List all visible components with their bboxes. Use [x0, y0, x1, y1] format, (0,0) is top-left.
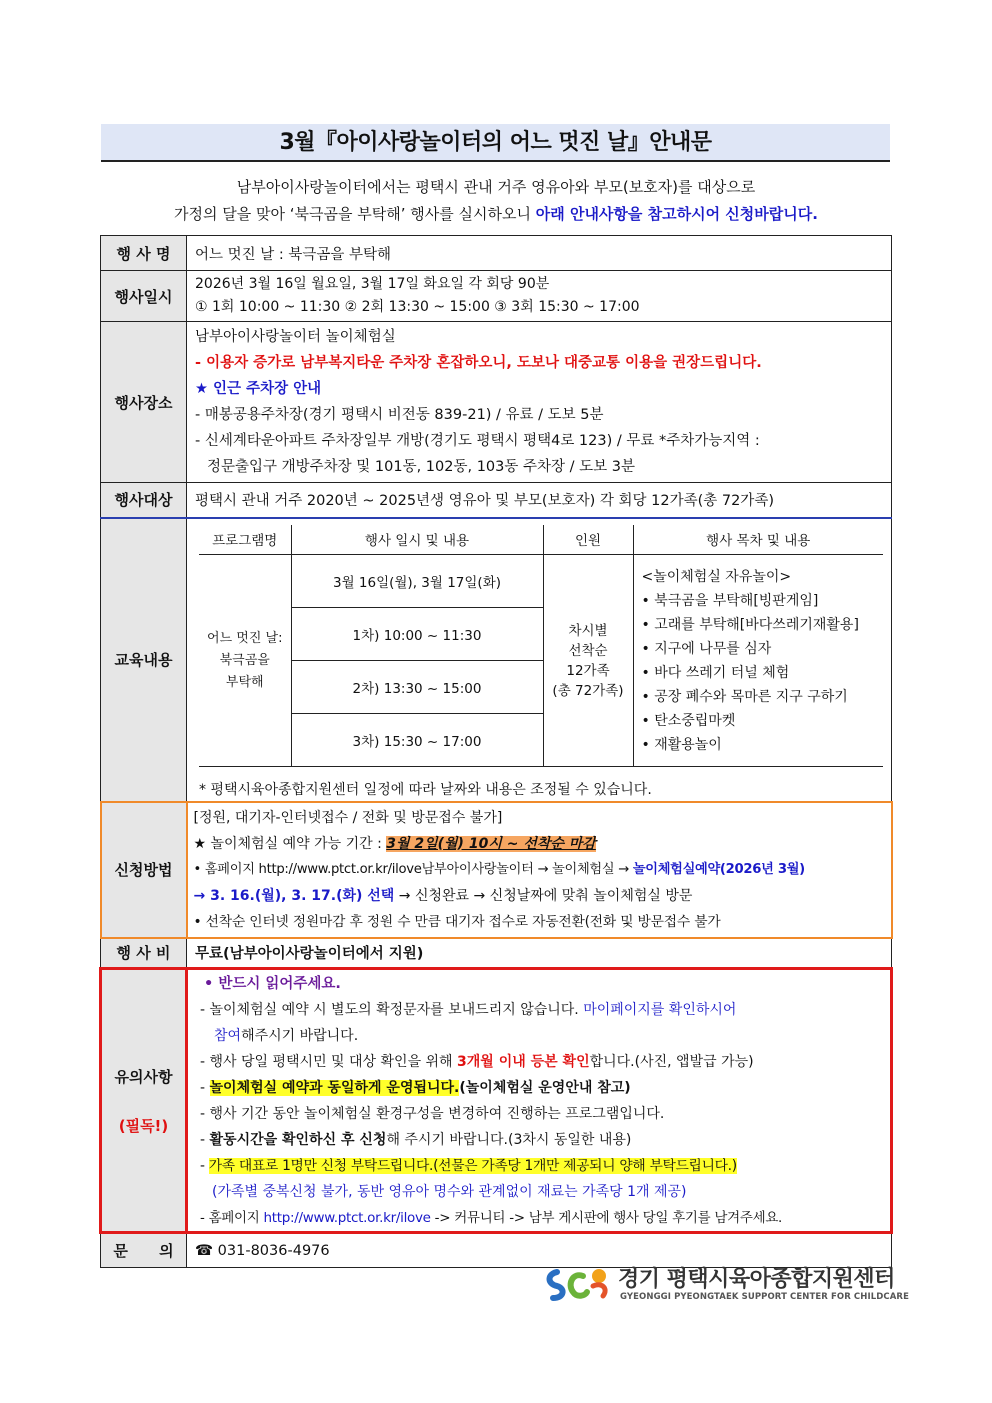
center-logo	[543, 1262, 909, 1304]
event-date-value: 2026년 3월 16일 월요일, 3월 17일 화요일 각 회당 90분 ① 1회 10:00 ~ 11:30 ② 2회 13:30 ~ 15:00 ③ 3회 15:30 ~ 17:00	[187, 271, 892, 322]
people-count: 차시별 선착순 12가족 (총 72가족)	[543, 555, 633, 767]
list-item: • 북극곰을 부탁해[빙판게임]	[641, 593, 819, 609]
list-item: • 지구에 나무를 심자	[641, 641, 772, 657]
apply-label: 신청방법	[101, 802, 187, 938]
education-value	[187, 518, 892, 802]
apply-value: [정원, 대기자-인터넷접수 / 전화 및 방문접수 불가] ★ 놀이체험실 예약 가능 기간 : 3월 2일(월) 10시 ~ 선착순 마감 • 홈페이지 http://www.ptct.or.kr/ilove남부아이사랑놀이터 → 놀이체험실 → 놀이체험실예약(2026년 3월) → 3. 16.(월), 3. 17.(화) 선택 → 신청완료 → 신청날짜에 맞춰 놀이체험실 방문 • 선착순 인터넷 정원마감 후 정원 수 만큼 대기자 접수로 자동전환(전화 및 방문접수 불가	[187, 802, 892, 938]
contact-value: ☎ 031-8036-4976	[187, 1233, 892, 1268]
list-item: • 공장 폐수와 목마른 지구 구하기	[641, 689, 848, 705]
event-date-label: 행사일시	[101, 271, 187, 322]
schedule-dates: 3월 16일(월), 3월 17일(화)	[291, 555, 543, 608]
contact-label: 문 의	[101, 1233, 187, 1268]
list-item: • 탄소중립마켓	[641, 713, 736, 729]
list-item: • 재활용놀이	[641, 737, 722, 753]
notes-label: 유의사항 (필독!)	[101, 969, 187, 1233]
program-table	[199, 525, 883, 768]
info-table	[99, 235, 893, 1268]
event-place-value: 남부아이사랑놀이터 놀이체험실 - 이용자 증가로 남부복지타운 주차장 혼잡하오니, 도보나 대중교통 이용을 권장드립니다. ★ 인근 주차장 안내 - 매봉공용주차장(경기 평택시 비전동 839-21) / 유료 / 도보 5분 - 신세계타운아파트 주차장일부 개방(경기도 평택시 평택4로 123) / 무료 *주차가능지역 : 정문출입구 개방주차장 및 101동, 102동, 103동 주차장 / 도보 3분	[187, 322, 892, 483]
event-target-value: 평택시 관내 거주 2020년 ~ 2025년생 영유아 및 부모(보호자) 각 회당 12가족(총 72가족)	[187, 483, 892, 518]
list-item: • 고래를 부탁해[바다쓰레기재활용]	[641, 617, 859, 633]
people-header: 인원	[543, 525, 633, 555]
notes-value: • 반드시 읽어주세요. - 놀이체험실 예약 시 별도의 확정문자를 보내드리지 않습니다. 마이페이지를 확인하시어 참여해주시기 바랍니다. - 행사 당일 평택시민 및 대상 확인을 위해 3개월 이내 등본 확인합니다.(사진, 앱발급 가능) - 놀이체험실 예약과 동일하게 운영됩니다.(놀이체험실 운영안내 참고) - 행사 기간 동안 놀이체험실 환경구성을 변경하여 진행하는 프로그램입니다. - 활동시간을 확인하신 후 신청해 주시기 바랍니다.(3차시 동일한 내용) - 가족 대표로 1명만 신청 부탁드립니다.(선물은 가족당 1개만 제공되니 양해 부탁드립니다.) (가족별 중복신청 불가, 동반 영유아 명수와 관계없이 재료는 가족당 1개 제공) - 홈페이지 http://www.ptct.or.kr/ilove -> 커뮤니티 -> 남부 게시판에 행사 당일 후기를 남겨주세요.	[187, 969, 892, 1233]
event-name-value: 어느 멋진 날 : 북극곰을 부탁해	[187, 236, 892, 271]
center-logo-name: 경기 평택시육아종합지원센터	[618, 1267, 895, 1292]
fee-label: 행 사 비	[101, 938, 187, 969]
fee-value: 무료(남부아이사랑놀이터에서 지원)	[187, 938, 892, 969]
program-header: 프로그램명	[199, 525, 291, 555]
intro-line-2: 가정의 달을 맞아 ‘북극곰을 부탁해’ 행사를 실시하오니 아래 안내사항을 참고하시어 신청바랍니다.	[174, 205, 818, 223]
page-title: 3월『아이사랑놀이터의 어느 멋진 날』안내문	[101, 124, 890, 162]
schedule-session-2: 2차) 13:30 ~ 15:00	[291, 661, 543, 714]
event-place-label: 행사장소	[101, 322, 187, 483]
contents-header: 행사 목차 및 내용	[633, 525, 883, 555]
event-target-label: 행사대상	[101, 483, 187, 518]
education-label: 교육내용	[101, 518, 187, 802]
center-logo-subtitle: GYEONGGI PYEONGTAEK SUPPORT CENTER FOR CHILDCARE	[620, 1292, 909, 1302]
schedule-session-3: 3차) 15:30 ~ 17:00	[291, 714, 543, 767]
intro-line-1: 남부아이사랑놀이터에서는 평택시 관내 거주 영유아와 부모(보호자)를 대상으로	[236, 178, 756, 196]
center-logo-icon	[543, 1262, 613, 1304]
schedule-session-1: 1차) 10:00 ~ 11:30	[291, 608, 543, 661]
schedule-header: 행사 일시 및 내용	[291, 525, 543, 555]
list-item: • 바다 쓰레기 터널 체험	[641, 665, 790, 681]
contents-list: <놀이체험실 자유놀이> • 북극곰을 부탁해[빙판게임] • 고래를 부탁해[바다쓰레기재활용] • 지구에 나무를 심자 • 바다 쓰레기 터널 체험 • 공장 폐수와 목마른 지구 구하기 • 탄소중립마켓 • 재활용놀이	[633, 555, 883, 767]
schedule-note: * 평택시육아종합지원센터 일정에 따라 날짜와 내용은 조정될 수 있습니다.	[199, 782, 652, 798]
program-name: 어느 멋진 날: 북극곰을 부탁해	[199, 555, 291, 767]
event-name-label: 행 사 명	[101, 236, 187, 271]
